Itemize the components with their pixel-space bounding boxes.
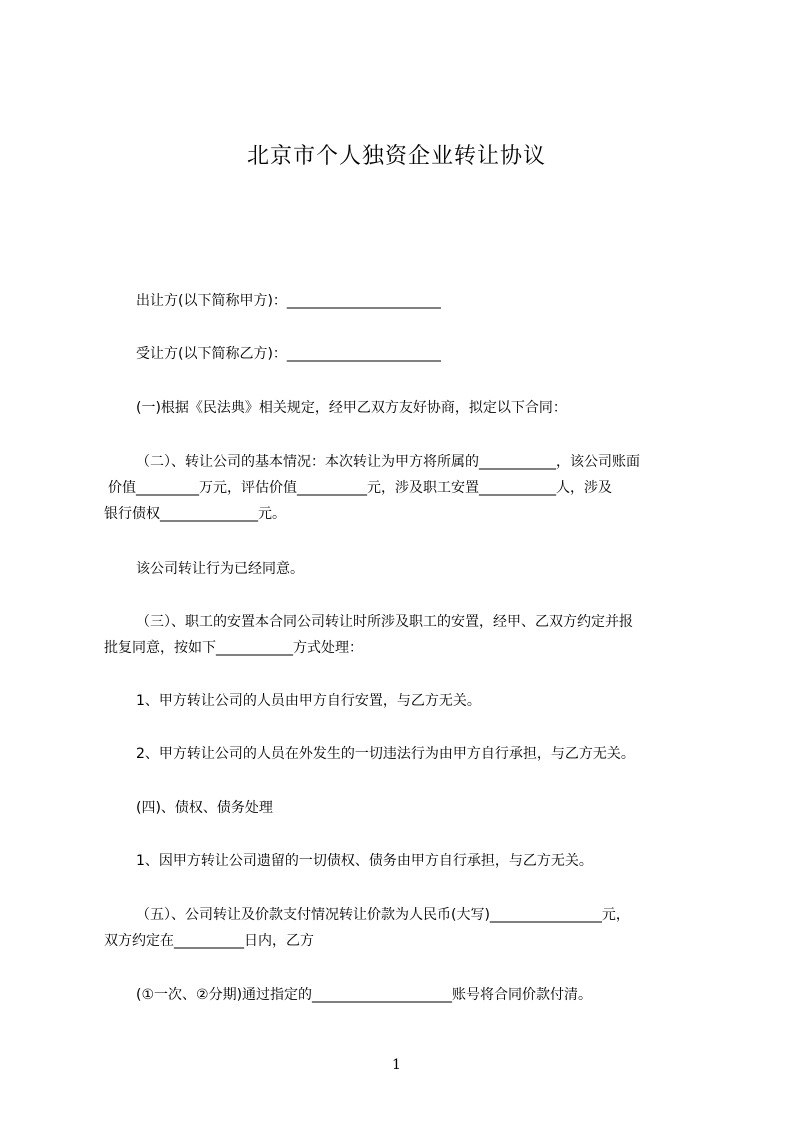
clause-2-line-2: 价值_________万元，评估价值__________元，涉及职工安置___________人，涉及 [108,480,612,496]
clause-5-payment [104,902,700,954]
clause-4-heading: (四)、债权、债务处理 [136,800,273,816]
document-title: 北京市个人独资企业转让协议 [246,144,546,169]
clause-3-staff [104,609,700,661]
transferor-line: 出让方(以下简称甲方)：______________________ [136,293,441,309]
clause-4-item-1: 1、因甲方转让公司遗留的一切债权、债务由甲方自行承担，与乙方无关。 [136,853,593,869]
clause-5-line-1: （五）、公司转让及价款支付情况转让价款为人民币(大写)________________元， [136,907,630,923]
clause-5-payment-method: (①一次、②分期)通过指定的____________________账号将合同价款付清。 [136,987,593,1003]
clause-2-line-1: （二）、转让公司的基本情况：本次转让为甲方将所属的___________，该公司账面 [136,454,640,470]
clause-3-line-2: 批复同意，按如下___________方式处理： [104,640,363,656]
clause-3-line-1: （三）、职工的安置本合同公司转让时所涉及职工的安置，经甲、乙双方约定并报 [136,614,633,630]
clause-3-item-1: 1、甲方转让公司的人员由甲方自行安置，与乙方无关。 [136,693,481,709]
page-number: 1 [392,1057,401,1073]
transfer-consent-line: 该公司转让行为已经同意。 [136,561,304,577]
clause-2-company-info [104,449,700,527]
clause-3-item-2: 2、甲方转让公司的人员在外发生的一切违法行为由甲方自行承担，与乙方无关。 [136,746,635,762]
clause-1-basis: (一)根据《民法典》相关规定，经甲乙双方友好协商，拟定以下合同： [136,400,567,416]
transferee-line: 受让方(以下简称乙方)：______________________ [136,346,441,362]
clause-2-line-3: 银行债权______________元。 [104,506,286,522]
clause-5-line-2: 双方约定在__________日内，乙方 [104,933,314,949]
